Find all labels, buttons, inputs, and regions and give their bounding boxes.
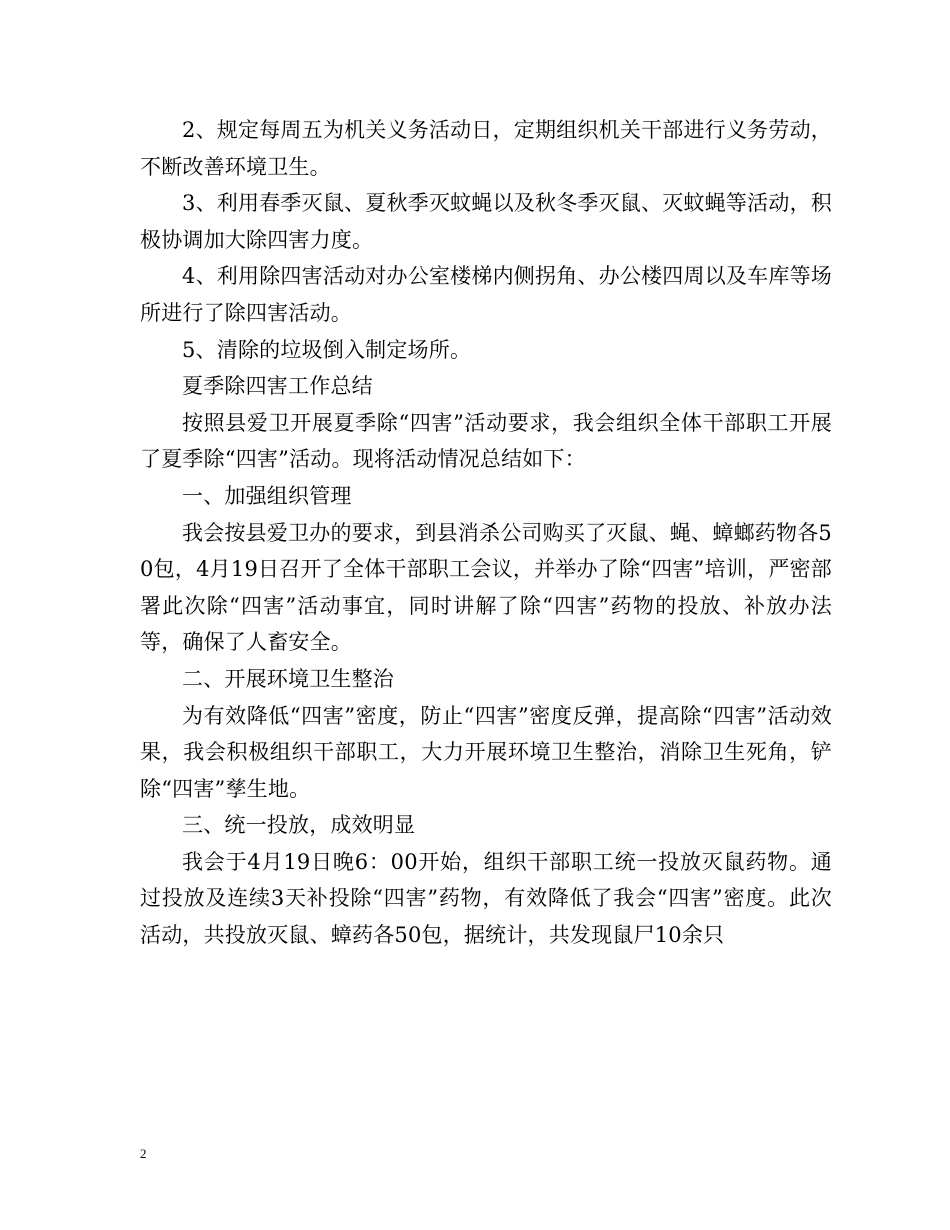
intro-paragraph: 按照县爱卫开展夏季除“四害”活动要求，我会组织全体干部职工开展了夏季除“四害”活动。现将活动情况总结如下： (140, 410, 832, 472)
paragraph-item-2: 2、规定每周五为机关义务活动日，定期组织机关干部进行义务劳动，不断改善环境卫生。 (140, 118, 832, 179)
document-body (140, 112, 832, 954)
heading-environment: 二、开展环境卫生整治 (182, 666, 394, 691)
paragraph-item-5: 5、清除的垃圾倒入制定场所。 (182, 337, 472, 362)
page-number: 2 (140, 1146, 147, 1161)
paragraph-environment: 为有效降低“四害”密度，防止“四害”密度反弹，提高除“四害”活动效果，我会积极组织干部职工，大力开展环境卫生整治，消除卫生死角，铲除“四害”孳生地。 (140, 703, 832, 801)
paragraph-distribution: 我会于4月19日晚6：00开始，组织干部职工统一投放灭鼠药物。通过投放及连续3天补投除“四害”药物，有效降低了我会“四害”密度。此次活动，共投放灭鼠、蟑药各50包，据统计，共发现鼠尸10余只 (140, 849, 832, 948)
section-title: 夏季除四害工作总结 (182, 374, 373, 399)
paragraph-item-4: 4、利用除四害活动对办公室楼梯内侧拐角、办公楼四周以及车库等场所进行了除四害活动。 (140, 264, 832, 325)
heading-distribution: 三、统一投放，成效明显 (182, 813, 416, 838)
heading-organization: 一、加强组织管理 (182, 483, 352, 508)
paragraph-organization: 我会按县爱卫办的要求，到县消杀公司购买了灭鼠、蝇、蟑螂药物各50包，4月19日召开了全体干部职工会议，并举办了除“四害”培训，严密部署此次除“四害”活动事宜，同时讲解了除“四害”药物的投放、补放办法等，确保了人畜安全。 (140, 520, 832, 655)
paragraph-item-3: 3、利用春季灭鼠、夏秋季灭蚊蝇以及秋冬季灭鼠、灭蚊蝇等活动，积极协调加大除四害力度。 (140, 191, 832, 252)
